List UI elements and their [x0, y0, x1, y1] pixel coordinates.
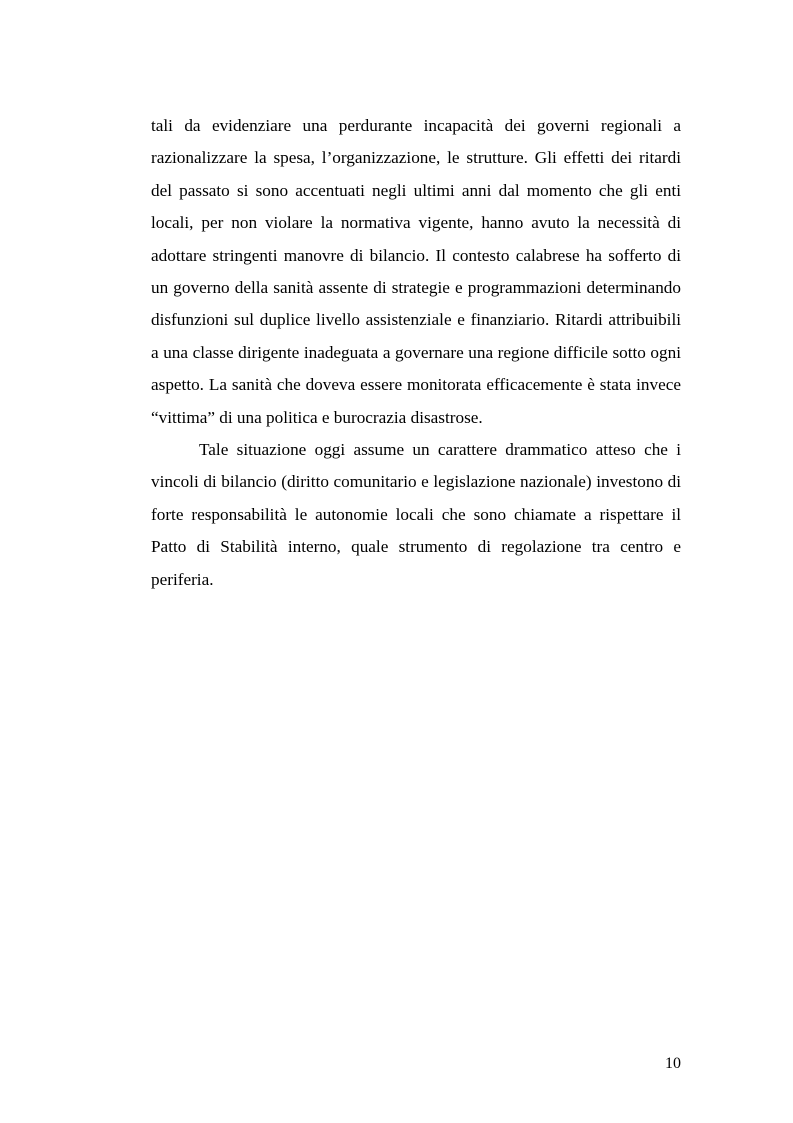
page-number: 10	[665, 1055, 681, 1072]
paragraph-indented: Tale situazione oggi assume un carattere drammatico atteso che i vincoli di bilancio (diritto comunitario e legislazione nazionale) investono di forte responsabilità le autonomie locali che sono chiamate a rispettare il Patto di Stabilità interno, quale strumento di regolazione tra centro e periferia.	[151, 440, 681, 589]
body-text	[151, 110, 681, 596]
paragraph-continuation: tali da evidenziare una perdurante incapacità dei governi regionali a razionalizzare la spesa, l’organizzazione, le strutture. Gli effetti dei ritardi del passato si sono accentuati negli ultimi anni dal momento che gli enti locali, per non violare la normativa vigente, hanno avuto la necessità di adottare stringenti manovre di bilancio. Il contesto calabrese ha sofferto di un governo della sanità assente di strategie e programmazioni determinando disfunzioni sul duplice livello assistenziale e finanziario. Ritardi attribuibili a una classe dirigente inadeguata a governare una regione difficile sotto ogni aspetto. La sanità che doveva essere monitorata efficacemente è stata invece “vittima” di una politica e burocrazia disastrose.	[151, 116, 681, 427]
